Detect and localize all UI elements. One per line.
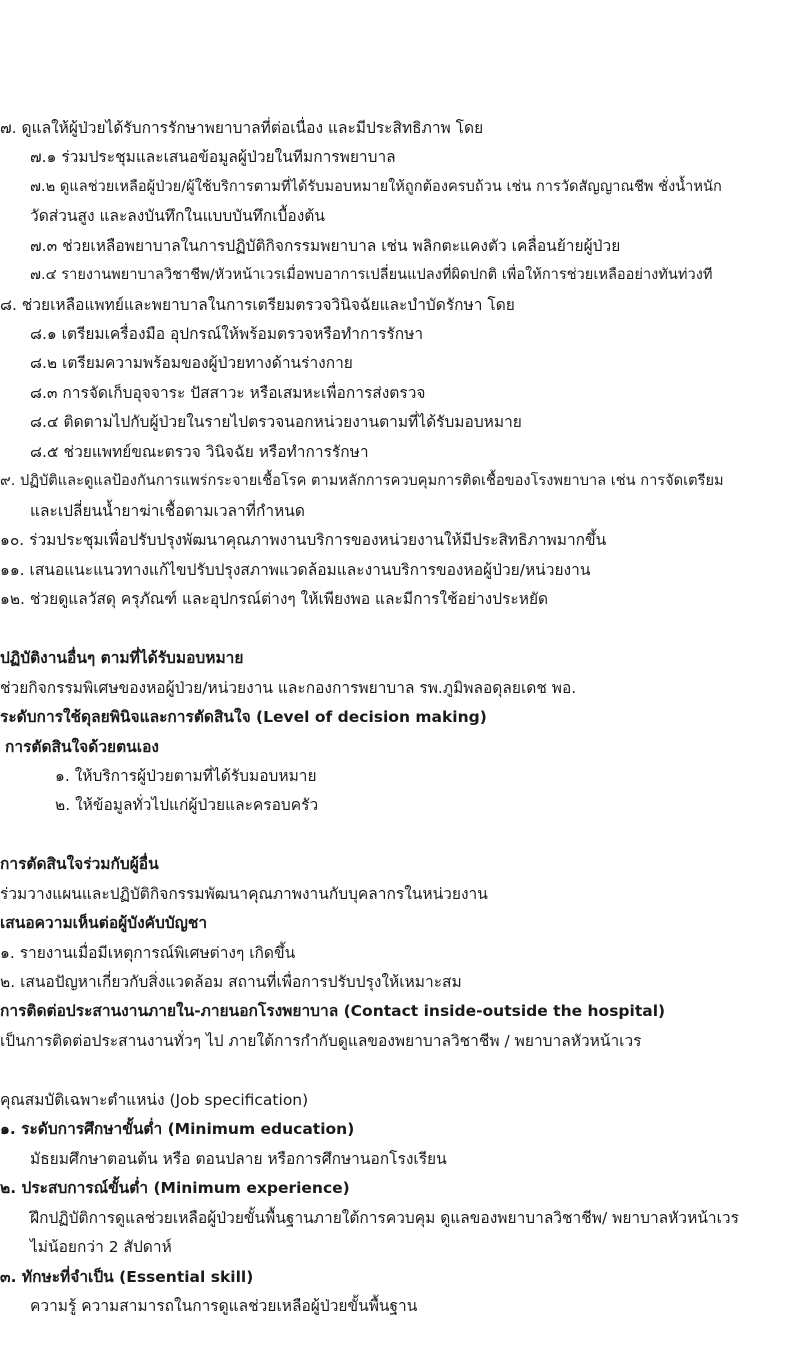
min-experience-text: ฝึกปฏิบัติการดูแลช่วยเหลือผู้ป่วยขั้นพื้นฐานภายใต้การควบคุม ดูแลของพยาบาลวิชาชีพ/ พยาบาลหัวหน้าเวร: [30, 1209, 739, 1227]
item-7-2: ๗.๒ ดูแลช่วยเหลือผู้ป่วย/ผู้ใช้บริการตามที่ได้รับมอบหมายให้ถูกต้องครบถ้วน เช่น การวัดสัญญาณชีพ ชั่งน้ำหนัก: [30, 178, 722, 195]
item-8-heading: ๘. ช่วยเหลือแพทย์และพยาบาลในการเตรียมตรวจวินิจฉัยและบำบัดรักษา โดย: [0, 296, 515, 314]
supervisor-opinion-1: ๑. รายงานเมื่อมีเหตุการณ์พิเศษต่างๆ เกิดขึ้น: [0, 944, 296, 962]
item-8-1: ๘.๑ เตรียมเครื่องมือ อุปกรณ์ให้พร้อมตรวจหรือทำการรักษา: [30, 325, 424, 343]
item-8-2: ๘.๒ เตรียมความพร้อมของผู้ป่วยทางด้านร่างกาย: [30, 354, 353, 372]
item-11: ๑๑. เสนอแนะแนวทางแก้ไขปรับปรุงสภาพแวดล้อมและงานบริการของหอผู้ป่วย/หน่วยงาน: [0, 561, 591, 579]
essential-skill-text: ความรู้ ความสามารถในการดูแลช่วยเหลือผู้ป่วยขั้นพื้นฐาน: [30, 1297, 418, 1315]
item-9: ๙. ปฏิบัติและดูแลป้องกันการแพร่กระจายเชื้อโรค ตามหลักการควบคุมการติดเชื้อของโรงพยาบาล เช่น การจัดเตรียม: [0, 472, 724, 489]
item-7-3: ๗.๓ ช่วยเหลือพยาบาลในการปฏิบัติกิจกรรมพยาบาล เช่น พลิกตะแคงตัว เคลื่อนย้ายผู้ป่วย: [30, 237, 621, 255]
min-experience-heading: ๒. ประสบการณ์ขั้นต่ำ (Minimum experience): [0, 1179, 350, 1197]
min-education-text: มัธยมศึกษาตอนต้น หรือ ตอนปลาย หรือการศึกษานอกโรงเรียน: [30, 1150, 447, 1168]
contact-text: เป็นการติดต่อประสานงานทั่วๆ ไป ภายใต้การกำกับดูแลของพยาบาลวิชาชีพ / พยาบาลหัวหน้าเวร: [0, 1032, 642, 1050]
item-12: ๑๒. ช่วยดูแลวัสดุ ครุภัณฑ์ และอุปกรณ์ต่างๆ ให้เพียงพอ และมีการใช้อย่างประหยัด: [0, 590, 549, 608]
item-8-4: ๘.๔ ติดตามไปกับผู้ป่วยในรายไปตรวจนอกหน่วยงานตามที่ได้รับมอบหมาย: [30, 413, 522, 431]
job-spec-heading: คุณสมบัติเฉพาะตำแหน่ง (Job specification): [0, 1091, 309, 1109]
other-duties-text: ช่วยกิจกรรมพิเศษของหอผู้ป่วย/หน่วยงาน และกองการพยาบาล รพ.ภูมิพลอดุลยเดช พอ.: [0, 679, 577, 697]
item-7-2-cont: วัดส่วนสูง และลงบันทึกในแบบบันทึกเบื้องต้น: [30, 207, 325, 225]
self-decision-heading: การตัดสินใจด้วยตนเอง: [5, 738, 159, 756]
self-decision-1: ๑. ให้บริการผู้ป่วยตามที่ได้รับมอบหมาย: [55, 767, 317, 785]
other-duties-heading: ปฏิบัติงานอื่นๆ ตามที่ได้รับมอบหมาย: [0, 649, 244, 667]
item-7-4: ๗.๔ รายงานพยาบาลวิชาชีพ/หัวหน้าเวรเมื่อพบอาการเปลี่ยนแปลงที่ผิดปกติ เพื่อให้การช่วยเหลืออย่างทันท่วงที: [30, 266, 713, 283]
item-8-3: ๘.๓ การจัดเก็บอุจจาระ ปัสสาวะ หรือเสมหะเพื่อการส่งตรวจ: [30, 384, 426, 402]
item-9-cont: และเปลี่ยนน้ำยาฆ่าเชื้อตามเวลาที่กำหนด: [30, 502, 305, 520]
contact-heading: การติดต่อประสานงานภายใน-ภายนอกโรงพยาบาล (Contact inside-outside the hospital): [0, 1002, 666, 1020]
min-experience-text-cont: ไม่น้อยกว่า 2 สัปดาห์: [30, 1238, 172, 1256]
essential-skill-heading: ๓. ทักษะที่จำเป็น (Essential skill): [0, 1268, 254, 1286]
item-7-heading: ๗. ดูแลให้ผู้ป่วยได้รับการรักษาพยาบาลที่ต่อเนื่อง และมีประสิทธิภาพ โดย: [0, 119, 484, 137]
self-decision-2: ๒. ให้ข้อมูลทั่วไปแก่ผู้ป่วยและครอบครัว: [55, 796, 319, 814]
joint-decision-text: ร่วมวางแผนและปฏิบัติกิจกรรมพัฒนาคุณภาพงานกับบุคลากรในหน่วยงาน: [0, 885, 488, 903]
item-8-5: ๘.๕ ช่วยแพทย์ขณะตรวจ วินิจฉัย หรือทำการรักษา: [30, 443, 369, 461]
supervisor-opinion-heading: เสนอความเห็นต่อผู้บังคับบัญชา: [0, 914, 208, 932]
joint-decision-heading: การตัดสินใจร่วมกับผู้อื่น: [0, 855, 159, 873]
min-education-heading: ๑. ระดับการศึกษาขั้นต่ำ (Minimum education): [0, 1120, 355, 1138]
item-10: ๑๐. ร่วมประชุมเพื่อปรับปรุงพัฒนาคุณภาพงานบริการของหน่วยงานให้มีประสิทธิภาพมากขึ้น: [0, 531, 607, 549]
supervisor-opinion-2: ๒. เสนอปัญหาเกี่ยวกับสิ่งแวดล้อม สถานที่เพื่อการปรับปรุงให้เหมาะสม: [0, 973, 462, 991]
item-7-1: ๗.๑ ร่วมประชุมและเสนอข้อมูลผู้ป่วยในทีมการพยาบาล: [30, 148, 396, 166]
decision-level-heading: ระดับการใช้ดุลยพินิจและการตัดสินใจ (Level of decision making): [0, 708, 487, 726]
